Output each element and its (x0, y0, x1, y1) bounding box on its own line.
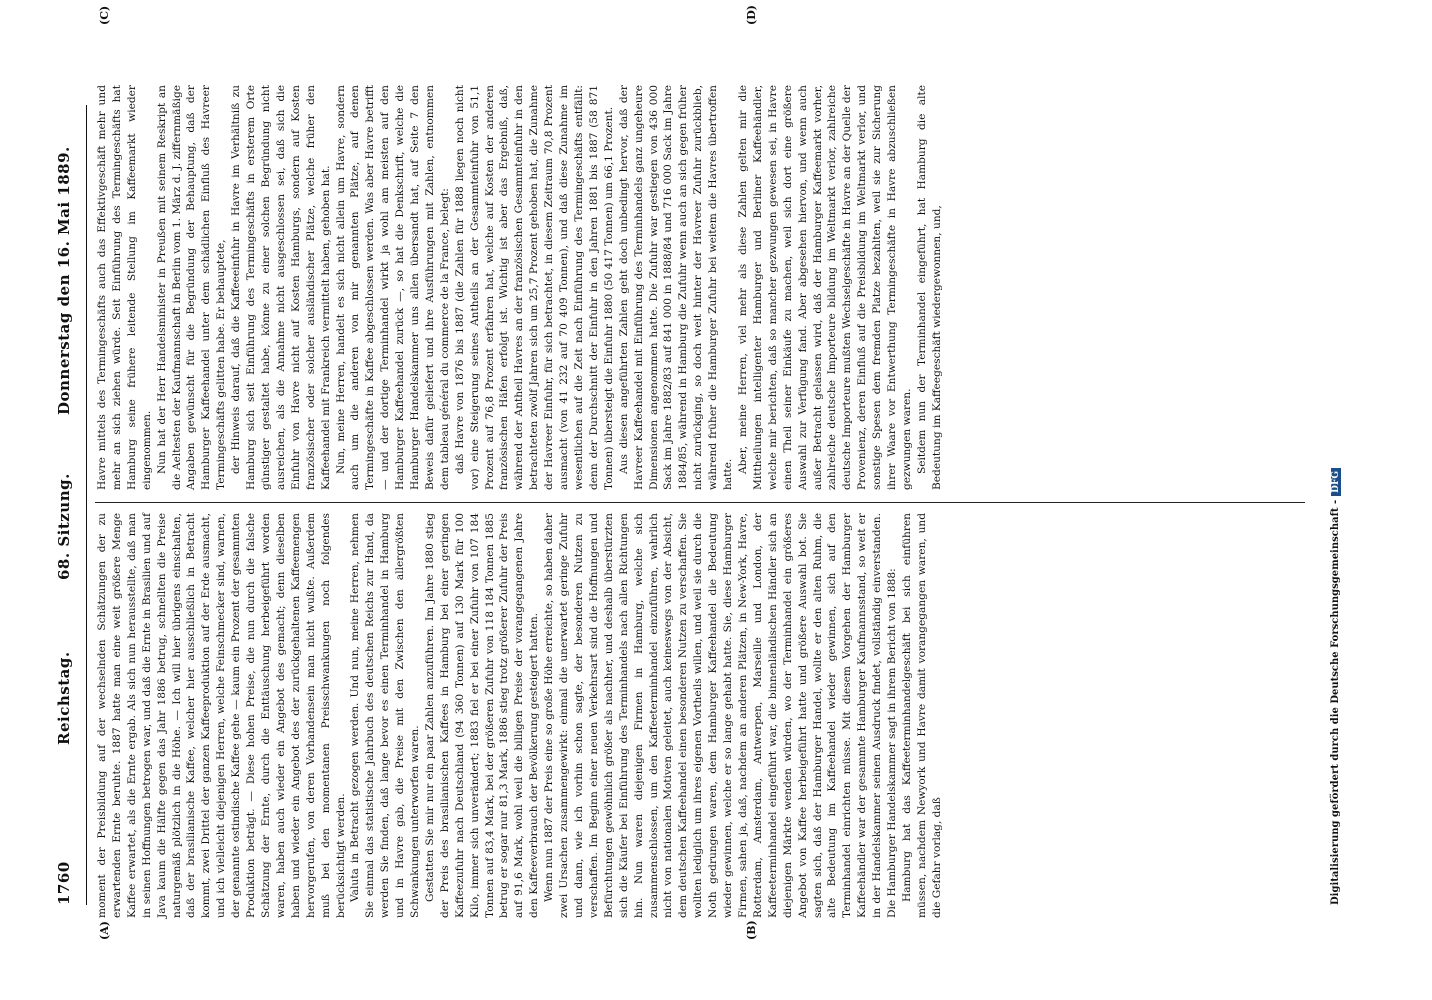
paragraph: Valuta in Betracht gezogen werden. Und nun, meine Herren, nehmen Sie einmal das statistische Jahrbuch des deutschen Reichs zur Hand, da werden Sie finden, daß lange bevor es einen Terminhandel in Hamburg und in Havre gab, die Preise mit den Zwischen den allergrößten Schwankungen unterworfen waren. (349, 513, 422, 918)
text-column-right (95, 85, 945, 490)
dfg-logo: DFG (1331, 468, 1341, 496)
paragraph: Nun hat der Herr Handelsminister in Preußen mit seinem Reskript an die Aeltesten der Kaufmannschaft in Berlin vom 1. März d. J. ziffernmäßige Angaben gewünscht für die Begründung der Behauptung, daß der Hamburger Kaffeehandel unter dem schädlichen Einfluß des Havreer Termingeschäfts gelitten habe. Er behauptete, (155, 85, 228, 490)
margin-mark-c: (C) (98, 5, 111, 25)
paragraph: der Hinweis darauf, daß die Kaffeeeinfuhr in Havre im Verhältniß zu Hamburg sich seit Einführung des Termingeschäfts in ersterem Orte günstiger gestaltet habe, könne zu einer solchen Begründung nicht ausreichen, als die Annahme nicht ausgeschlossen sei, daß sich die Einfuhr von Havre nicht auf Kosten Hamburgs, sondern auf Kosten französischer oder solcher ausländischer Plätze, welche früher den Kaffeehandel mit Frankreich vermittelt haben, gehoben hat. (230, 85, 332, 490)
column-divider (95, 502, 1305, 503)
institution-title: Reichstag. (55, 651, 73, 745)
session-title: 68. Sitzung. (55, 473, 73, 580)
session-date: Donnerstag den 16. Mai 1889. (55, 146, 73, 415)
paragraph: daß Havre von 1876 bis 1887 (die Zahlen für 1888 liegen noch nicht vor) eine Steigerung seines Antheils an der Gesammteinfuhr von 51,1 Prozent auf 76,8 Prozent erfahren hat, welche auf Kosten der anderen französischen Häfen erfolgt ist. Wichtig ist aber das Ergebniß, daß, während der Antheil Havres an der französischen Gesammteinfuhr in den betrachteten zwölf Jahren sich um 25,7 Prozent gehoben hat, die Zunahme der Havreer Einfuhr, für sich betrachtet, in diesem Zeitraum 70,8 Prozent ausmacht (von 41 232 auf 70 409 Tonnen), und daß diese Zunahme im wesentlichen auf die Zeit nach Einführung des Termingeschäfts entfällt: denn der Durchschnitt der Einfuhr in den Jahren 1881 bis 1887 (58 871 Tonnen) übersteigt die Einfuhr 1880 (50 417 Tonnen) um 66,1 Prozent. (453, 85, 615, 490)
paragraph: moment der Preisbildung auf der wechselnden Schätzungen der zu erwartenden Ernte beruhte. 1887 hatte man eine weit größere Menge Kaffee erwartet, als die Ernte ergab. Als sich nun herausstellte, daß man in seinen Hoffnungen betrogen war, und daß die Ernte in Brasilien und auf Java kaum die Hälfte gegen das Jahr 1886 betrug, schnellten die Preise naturgemäß plötzlich in die Höhe. — Ich will hier übrigens einschalten, daß der brasilianische Kaffee, welcher hier ausschließlich in Betracht kommt, zwei Drittel der ganzen Kaffeeproduktion auf der Erde ausmacht, und ich vielleicht diejenigen Herren, welche Feinschmecker sind, warnen, der genannte ostindische Kaffee gehe — kaum ein Prozent der gesammten Produktion beträgt. — Diese hohen Preise, die nun durch die falsche Schätzung der Ernte, durch die Enttäuschung herbeigeführt worden waren, haben auch wieder ein Angebot des gemacht; denn dieselben haben und wieder ein Angebot des der zurückgehaltenen Kaffeemengen hervorgerufen, von deren Vorhandensein man nicht wußte. Außerdem muß bei den momentanen Preisschwankungen noch folgendes berücksichtigt werden. (96, 513, 347, 918)
paragraph: Nun, meine Herren, handelt es sich nicht allein um Havre, sondern auch um die anderen von mir genannten Plätze, auf denen Termingeschäfte in Kaffee abgeschlossen werden. Was aber Havre betrifft — und der dortige Terminhandel wirkt ja wohl am meisten auf den Hamburger Kaffeehandel zurück —, so hat die Denkschrift, welche die Hamburger Handelskammer uns allen übersandt hat, auf Seite 7 den Beweis dafür geliefert und ihre Ausführungen mit Zahlen, entnommen dem tableau général du commerce de la France, belegt: (334, 85, 451, 490)
paragraph: Wenn nun 1887 der Preis eine so große Höhe erreichte, so haben daher zwei Ursachen zusammengewirkt: einmal die unerwartet geringe Zufuhr und dann, wie ich vorhin schon sagte, der besonderen Nutzen zu verschaffen. Im Beginn einer neuen Verkehrsart sind die Hoffnungen und Befürchtungen gewöhnlich größer als nachher, und deshalb überstürzten sich die Käufer bei Einführung des Terminhandels nach allen Richtungen hin. Nun waren diejenigen Firmen in Hamburg, welche sich zusammenschlossen, um den Kaffeeterminhandel einzuführen, wahrlich nicht von nationalen Motiven geleitet, auch keineswegs von der Absicht, dem deutschen Kaffeehandel einen besonderen Nutzen zu verschaffen. Sie wollten lediglich um ihres eigenen Vortheils willen, und weil sie durch die Noth gedrungen waren, dem Hamburger Kaffeehandel die Bedeutung wieder gewinnen, welche er so lange gehabt hatte. Sie, diese Hamburger Firmen, sahen ja, daß, nachdem an anderen Plätzen, in New-York, Havre, Rotterdam, Amsterdam, Antwerpen, Marseille und London, der Kaffeeterminhandel eingeführt war, die binnenländischen Händler sich an diejenigen Märkte wenden würden, wo der Terminhandel ein größeres Angebot von Kaffee herbeigeführt hatte und größere Auswahl bot. Sie sagten sich, daß der Hamburger Handel, wollte er den alten Ruhm, die alte Bedeutung im Kaffeehandel wieder gewinnen, sich auf den Terminhandel einrichten müsse. Mit diesem Vorgehen der Hamburger Kaffeehändler war der gesammte Hamburger Kaufmannsstand, so weit er in der Handelskammer seinen Ausdruck findet, vollständig einverstanden. Die Hamburger Handelskammer sagt in ihrem Bericht von 1888: (543, 513, 899, 918)
header-rule (86, 105, 87, 905)
paragraph: Aber, meine Herren, viel mehr als diese Zahlen gelten mir die Mittheilungen intelligenter Hamburger und Berliner Kaffeehändler, welche mir berichten, daß so mancher gezwungen gewesen sei, in Havre einen Theil seiner Einkäufe zu machen, weil sich dort eine größere Auswahl zur Verfügung fand. Aber abgesehen hiervon, und wenn auch außer Betracht gelassen wird, daß der Hamburger Kaffeemarkt vorher, zahlreiche deutsche Importeure bildung im Weltmarkt verlor, zahlreiche deutsche Importeure mußten Wechselgeschäfte in Havre an der Quelle der Provenienz, deren Einfluß auf die Preisbildung im Weltmarkt verlor, und sonstige Spesen dem fremden Platze bezahlten, weil sie zur Sicherung ihrer Waare vor Entwerthung Termingeschäfte in Havre abzuschließen gezwungen waren. (736, 85, 913, 490)
paragraph: Hamburg hat das Kaffeeterminhandelgeschäft bei sich einführen müssen, nachdem Newyork und Havre damit vorangegangen waren, und die Gefahr vorlag, daß (900, 513, 943, 918)
margin-mark-a: (A) (98, 921, 111, 940)
paragraph: Aus diesen angeführten Zahlen geht doch unbedingt hervor, daß der Havreer Kaffeehandel mit Einführung des Terminhandels ganz ungeheure Dimensionen angenommen hatte. Die Zufuhr war gestiegen von 436 000 Sack im Jahre 1882/83 auf 841 000 in 1888/84 und 716 000 Sack im Jahre 1884/85, während in Hamburg die Zufuhr wenn auch an sich gegen früher nicht zurückging, so doch weit hinter der Havreer Zufuhr zurückblieb, während früher die Hamburger Zufuhr bei weitem die Havres übertroffen hatte. (617, 85, 735, 490)
text-column-left (95, 513, 945, 918)
footer-text: Digitalisierung gefördert durch die Deutsche Forschungsgemeinschaft - (1330, 499, 1341, 905)
paragraph: Havre mittels des Termingeschäfts auch das Effektivgeschäft mehr und mehr an sich ziehen würde. Seit Einführung des Termingeschäfts hat Hamburg seine frühere leitende Stellung im Kaffeemarkt wieder eingenommen. (96, 85, 153, 490)
page-header (55, 125, 79, 905)
paragraph: Gestatten Sie mir nur ein paar Zahlen anzuführen. Im Jahre 1880 stieg der Preis des brasilianischen Kaffees in Hamburg bei einer geringen Kaffeezufuhr nach Deutschland (94 360 Tonnen) auf 130 Mark für 100 Kilo, immer sich unverändert; 1883 fiel er bei einer Zufuhr von 107 184 Tonnen auf 83,4 Mark, bei der größeren Zufuhr von 118 184 Tonnen 1885 betrug er sogar nur 81,3 Mark, 1886 stieg trotz größerer Zufuhr der Preis auf 91,6 Mark, wohl weil die billigen Preise der vorangegangenen Jahre den Kaffeeverbrauch der Bevölkerung gesteigert hatten. (423, 513, 541, 918)
digitization-footer (1330, 105, 1341, 905)
paragraph: Seitdem nun der Terminhandel eingeführt, hat Hamburg die alte Bedeutung im Kaffeegeschäft wiedergewonnen, und, (915, 85, 943, 490)
margin-mark-b: (B) (745, 920, 758, 940)
margin-mark-d: (D) (745, 5, 758, 25)
page-number: 1760 (55, 861, 73, 905)
